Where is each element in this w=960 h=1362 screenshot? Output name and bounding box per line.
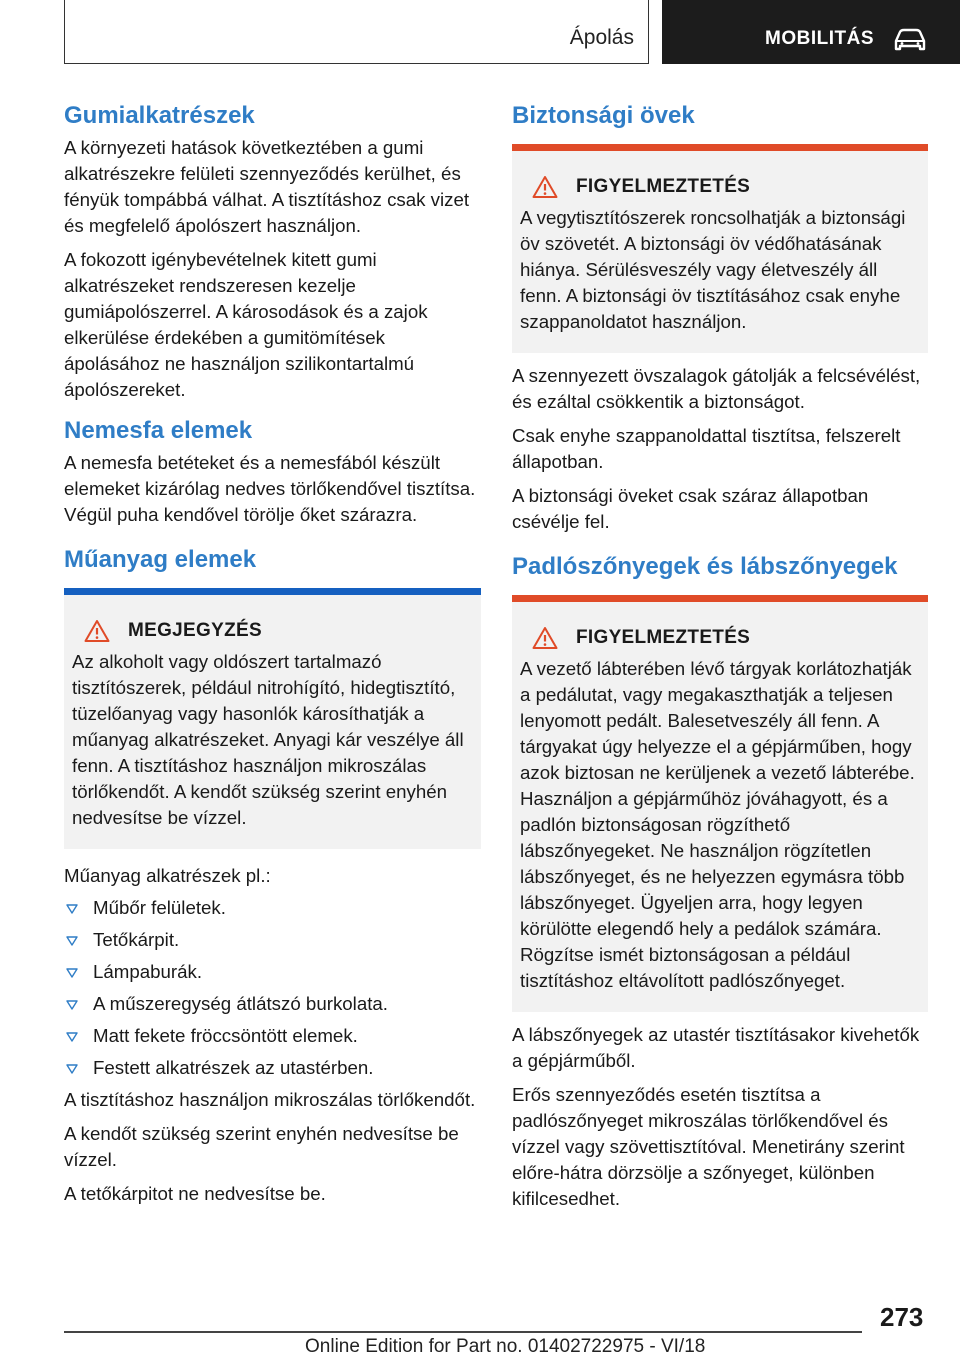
parts-list <box>64 895 481 1081</box>
note-title: MEGJEGYZÉS <box>128 620 262 641</box>
warning-text: A vegytisztítószerek roncsolhatják a biztonsági öv szövetét. A biztonsági öv védőhatásának hiánya. Sérülésveszély vagy életveszély áll fenn. A biztonsági öv tisztításához csak enyhe szappanoldatot használjon. <box>520 207 906 332</box>
warning-triangle-icon <box>84 619 110 643</box>
footer-edition: Online Edition for Part no. 01402722975 - VI/18 <box>305 1336 706 1357</box>
paragraph: Erős szennyeződés esetén tisztítsa a padlószőnyeget mikroszálas törlőkendővel és vízzel vagy szövettisztítóval. Menetirány szerint előre-hátra dörzsölje a szőnyeget, különben kifilcesedhet. <box>512 1084 905 1209</box>
triangle-bullet-icon <box>66 1000 78 1010</box>
warning-box <box>512 595 928 1012</box>
paragraph: A lábszőnyegek az utastér tisztításakor kivehetők a gépjárműből. <box>512 1024 920 1071</box>
car-icon <box>893 27 927 53</box>
heading-szonyeg: Padlószőnyegek és lábszőnyegek <box>512 553 898 580</box>
heading-muanyag: Műanyag elemek <box>64 546 257 573</box>
list-item: Festett alkatrészek az utastérben. <box>64 1055 481 1081</box>
note-box <box>64 588 481 849</box>
paragraph: A tetőkárpitot ne nedvesítse be. <box>64 1183 326 1204</box>
triangle-bullet-icon <box>66 1032 78 1042</box>
heading-ovek: Biztonsági övek <box>512 102 695 129</box>
warning-title: FIGYELMEZTETÉS <box>576 176 751 197</box>
warning-triangle-icon <box>532 626 558 650</box>
note-text: Az alkoholt vagy oldószert tartalmazó tisztítószerek, például nitrohígító, hidegtisztító, tüzelőanyag vagy hasonlók károsíthatják a műanyag alkatrészeket. Anyagi kár veszélye áll fenn. A tisztításhoz használjon mikroszálas törlőkendőt. A kendőt szükség szerint enyhén nedvesítse be vízzel. <box>72 651 464 828</box>
list-item: A műszeregység átlátszó burkolata. <box>64 991 481 1017</box>
paragraph: A nemesfa betéteket és a nemesfából készült elemeket kizárólag nedves törlőkendővel tisztítsa. Végül puha kendővel törölje őket szárazra. <box>64 452 476 525</box>
list-item: Műbőr felületek. <box>64 895 481 921</box>
section-title: Ápolás <box>569 26 634 49</box>
paragraph: A biztonsági öveket csak száraz állapotban csévélje fel. <box>512 485 869 532</box>
paragraph: A tisztításhoz használjon mikroszálas törlőkendőt. <box>64 1089 476 1110</box>
warning-box <box>512 144 928 353</box>
left-column <box>64 100 481 1207</box>
triangle-bullet-icon <box>66 968 78 978</box>
header-section-box <box>64 0 649 64</box>
list-intro: Műanyag alkatrészek pl.: <box>64 865 271 886</box>
page-number: 273 <box>880 1302 924 1332</box>
warning-text: A vezető lábterében lévő tárgyak korlátozhatják a pedálutat, vagy megakaszthatják a teljesen lenyomott pedált. Balesetveszély áll fenn. A tárgyakat úgy helyezze el a gépjárműben, hogy azok biztosan ne kerüljenek a vezető lábterébe. Használjon a gépjárműhöz jóváhagyott, és a padlón biztonságosan rögzíthető lábszőnyegeket. Ne használjon rögzítetlen lábszőnyeget, és ne helyezzen egymásra több lábszőnyeget. Ügyeljen arra, hogy legyen körülötte elegendő hely a pedálok számára. Rögzítse ismét biztonságosan a például tisztításhoz eltávolított padlószőnyeget. <box>520 658 915 991</box>
triangle-bullet-icon <box>66 1064 78 1074</box>
right-column <box>512 100 928 1212</box>
triangle-bullet-icon <box>66 936 78 946</box>
warning-triangle-icon <box>532 175 558 199</box>
footer-divider <box>64 1331 862 1333</box>
list-item: Lámpaburák. <box>64 959 481 985</box>
list-item: Matt fekete fröccsöntött elemek. <box>64 1023 481 1049</box>
paragraph: A környezeti hatások következtében a gumi alkatrészekre felületi szennyeződés kerülhet, és fényük tompábbá válhat. A tisztításhoz csak vizet és megfelelő ápolószert használjon. <box>64 137 470 236</box>
list-item: Tetőkárpit. <box>64 927 481 953</box>
heading-nemesfa: Nemesfa elemek <box>64 417 253 444</box>
paragraph: A szennyezett övszalagok gátolják a felcsévélést, és ezáltal csökkentik a biztonságot. <box>512 365 921 412</box>
warning-title: FIGYELMEZTETÉS <box>576 627 751 648</box>
triangle-bullet-icon <box>66 904 78 914</box>
chapter-tab-label: MOBILITÁS <box>765 28 874 49</box>
paragraph: Csak enyhe szappanoldattal tisztítsa, felszerelt állapotban. <box>512 425 901 472</box>
heading-gumi: Gumialkatrészek <box>64 102 255 129</box>
paragraph: A kendőt szükség szerint enyhén nedvesítse be vízzel. <box>64 1123 459 1170</box>
paragraph: A fokozott igénybevételnek kitett gumi alkatrészeket rendszeresen kezelje gumiápolószerrel. A károsodások és a zajok elkerülése érdekében a gumitömítések ápolásához ne használjon szilikontartalmú ápolószereket. <box>64 249 428 400</box>
chapter-tab[interactable] <box>662 0 960 64</box>
